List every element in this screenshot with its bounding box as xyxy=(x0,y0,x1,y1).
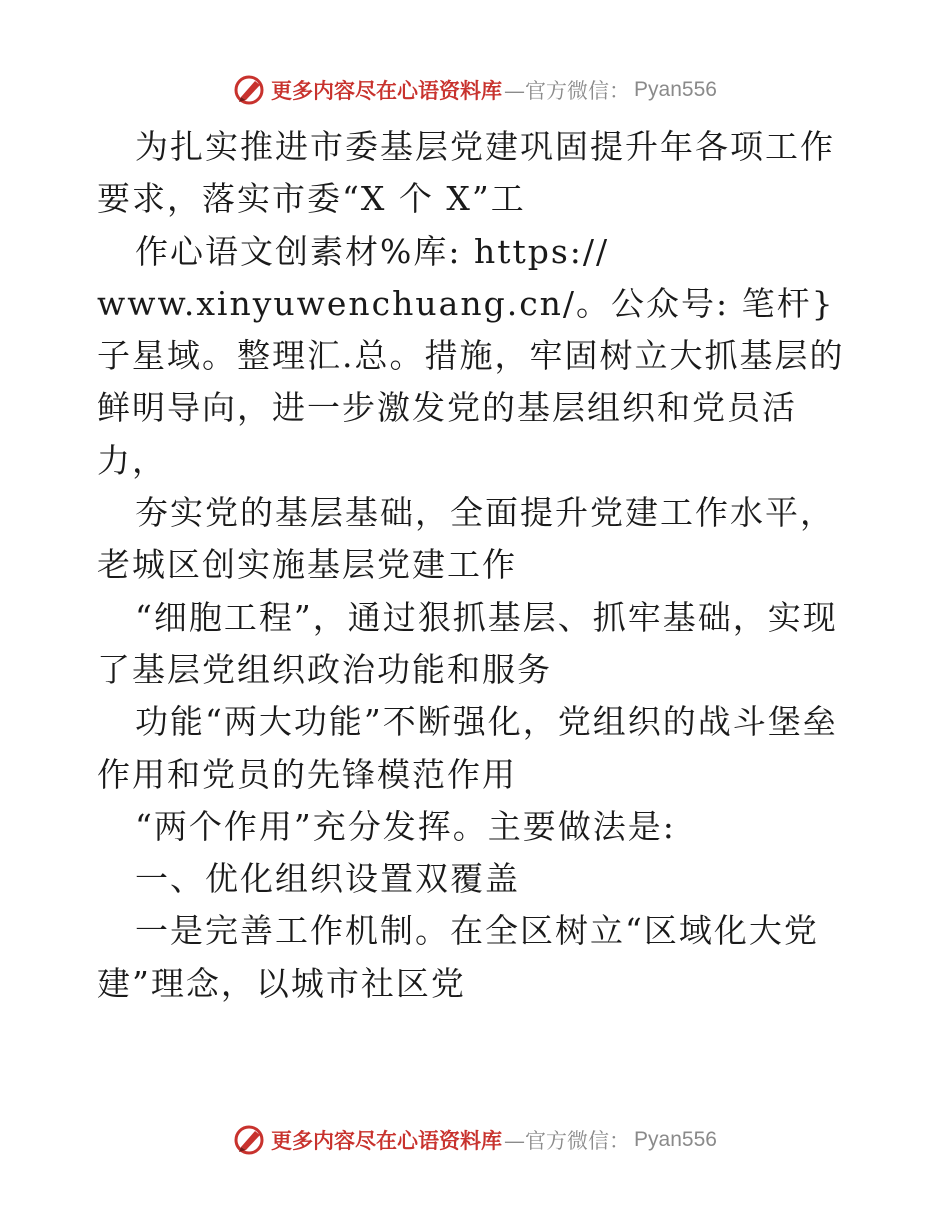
paragraph: 作心语文创素材%库: https:// xyxy=(135,231,610,271)
banner-wechat-id: Pyan556 xyxy=(634,78,717,101)
paragraph: “两个作用”充分发挥。主要做法是: xyxy=(135,806,676,846)
paragraph: “细胞工程”，通过狠抓基层、抓牢基础，实现了基层党组织政治功能和服务 xyxy=(97,597,838,689)
banner-wechat-id: Pyan556 xyxy=(634,1128,717,1151)
paragraph: 夯实党的基层基础，全面提升党建工作水平，老城区创实施基层党建工作 xyxy=(97,493,835,585)
pen-logo-icon xyxy=(233,73,267,107)
document-body xyxy=(97,121,857,1010)
section-heading: 一、优化组织设置双覆盖 xyxy=(135,859,520,899)
header-watermark-banner xyxy=(0,70,950,110)
paragraph: 功能“两大功能”不断强化，党组织的战斗堡垒作用和党员的先锋模范作用 xyxy=(97,702,838,794)
banner-separator: —官方微信： xyxy=(504,79,631,103)
paragraph: www.xinyuwenchuang.cn/。公众号: 笔杆}子星域。整理汇.总。措施，牢固树立大抓基层的鲜明导向，进一步激发党的基层组织和党员活力， xyxy=(97,283,845,480)
paragraph: 为扎实推进市委基层党建巩固提升年各项工作要求，落实市委“X 个 X”工 xyxy=(97,127,835,219)
banner-separator: —官方微信： xyxy=(504,1129,631,1153)
paragraph: 一是完善工作机制。在全区树立“区域化大党建”理念，以城市社区党 xyxy=(97,911,819,1003)
banner-brand: 更多内容尽在心语资料库 xyxy=(271,1128,503,1153)
pen-logo-icon xyxy=(233,1123,267,1157)
banner-brand: 更多内容尽在心语资料库 xyxy=(271,78,503,103)
footer-watermark-banner xyxy=(0,1120,950,1160)
